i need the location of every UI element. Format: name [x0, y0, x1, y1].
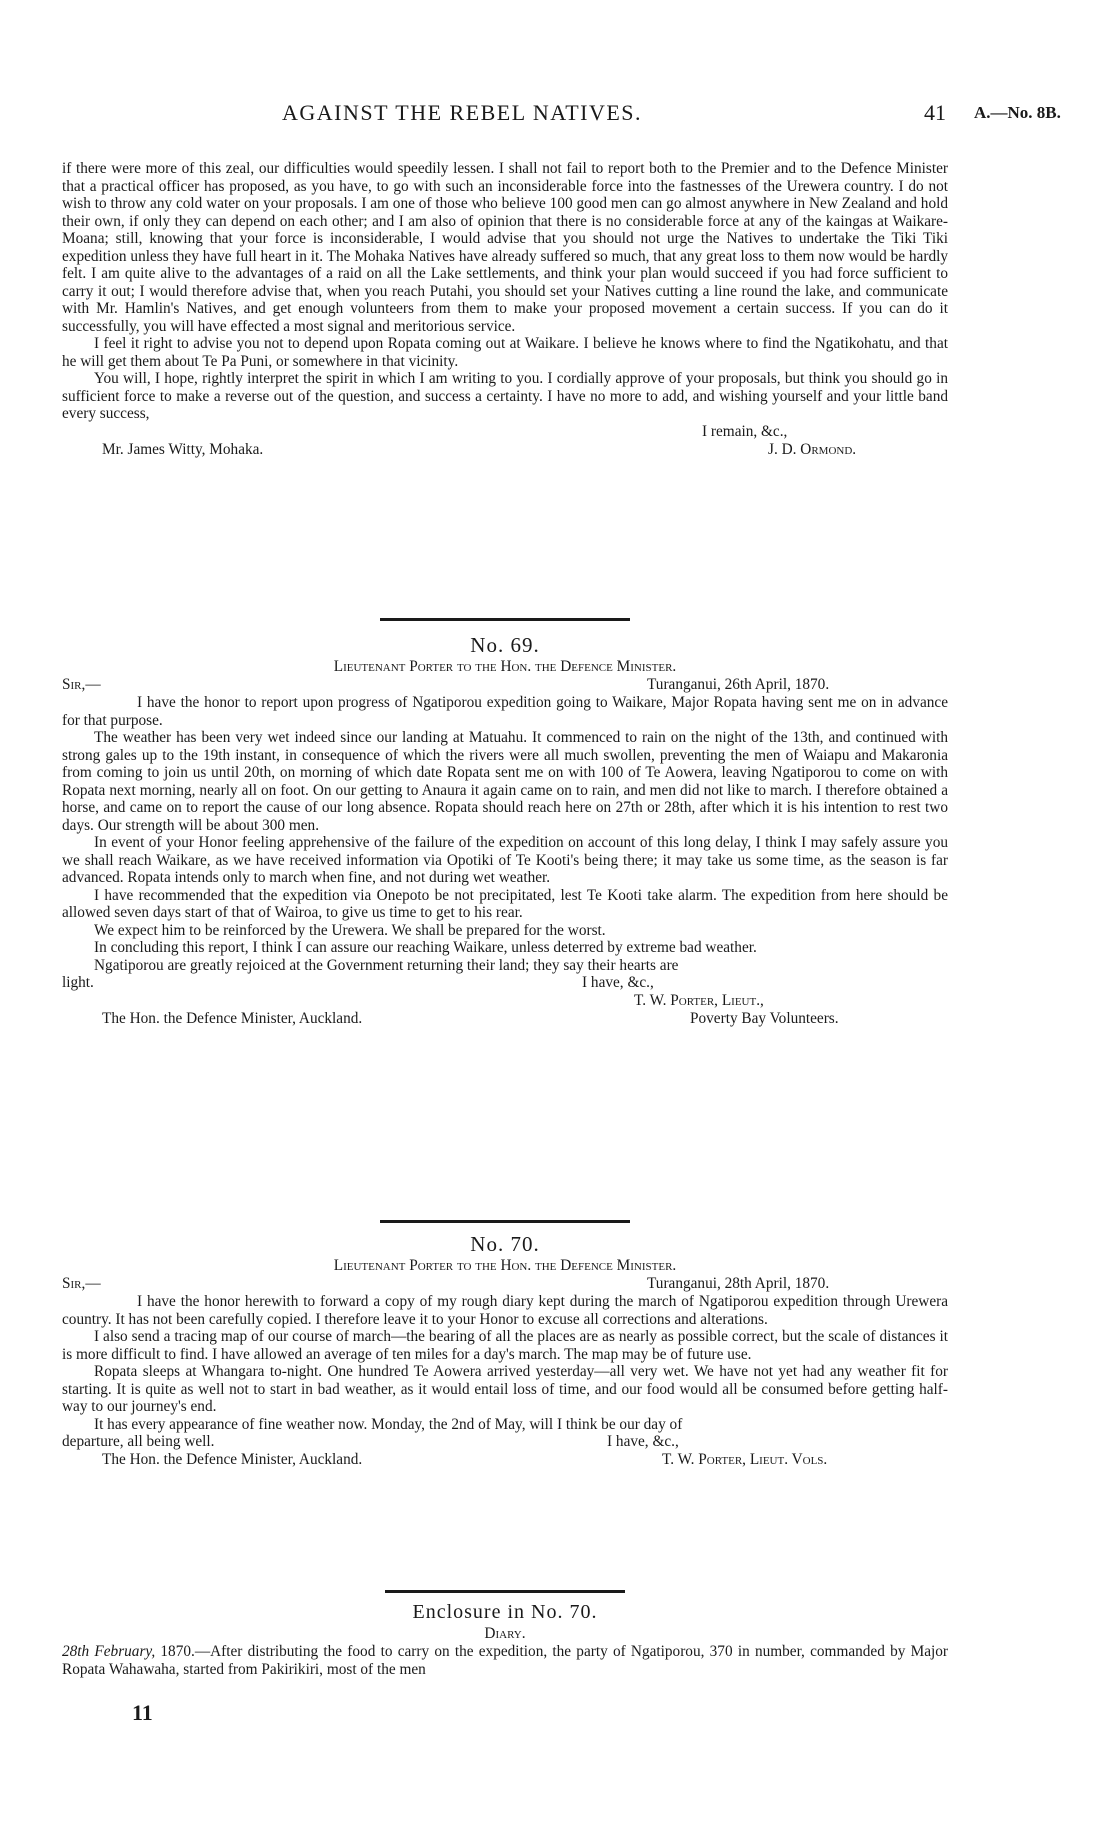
- letter-70: [62, 1220, 948, 1469]
- running-title: AGAINST THE REBEL NATIVES.: [282, 100, 643, 125]
- addressee-row: [62, 1451, 948, 1469]
- paragraph: I have the honor herewith to forward a copy of my rough diary kept during the march of Ngatiporou expedition through Urewera country. It has not been carefully copied. I therefore leave it to your Honor to excuse all corrections and alterations.: [62, 1293, 948, 1328]
- signature: T. W. Porter, Lieut.,: [634, 992, 764, 1009]
- letter-number: No. 69.: [470, 633, 540, 657]
- unit: Poverty Bay Volunteers.: [690, 1010, 839, 1027]
- paragraph: Ngatiporou are greatly rejoiced at the Government returning their land; they say their hearts are: [94, 956, 679, 974]
- paragraph-end: light.: [62, 974, 94, 991]
- paragraph: I have recommended that the expedition via Onepoto be not precipitated, lest Te Kooti take alarm. The expedition from here should be allowed seven days start of that of Wairoa, to give us time to get to his rear.: [62, 886, 948, 921]
- paragraph: I have the honor to report upon progress of Ngatiporou expedition going to Waikare, Major Ropata having sent me on in advance for that purpose.: [62, 694, 948, 729]
- closing-row: [62, 423, 948, 441]
- place-date: Turanganui, 26th April, 1870.: [647, 676, 830, 693]
- signature-mark: 11: [132, 1700, 153, 1725]
- place-date: Turanganui, 28th April, 1870.: [647, 1275, 830, 1292]
- paragraph: We expect him to be reinforced by the Urewera. We shall be prepared for the worst.: [94, 921, 606, 939]
- enclosure-subtitle: Diary.: [484, 1625, 526, 1642]
- section-divider: [380, 1220, 630, 1223]
- paragraph: You will, I hope, rightly interpret the spirit in which I am writing to you. I cordially approve of your proposals, but think you should go in sufficient force to make a reverse out of the question, and success a certainty. I have no more to add, and wishing yourself and your little band every success,: [62, 370, 948, 422]
- paragraph: Ropata sleeps at Whangara to-night. One hundred Te Aowera arrived yesterday—all very wet. We have not yet had any weather fit for starting. It is quite as well not to start in bad weather, as it would entail loss of time, and our food would all be consumed before getting half-way to our journey's end.: [62, 1363, 948, 1415]
- signature: T. W. Porter, Lieut. Vols.: [662, 1451, 828, 1468]
- addressee-row: [62, 1010, 948, 1028]
- paragraph: I feel it right to advise you not to depend upon Ropata coming out at Waikare. I believe he knows where to find the Ngatikohatu, and that he will get them about Te Pa Puni, or somewhere in that vicinity.: [62, 335, 948, 370]
- salutation-row: [62, 676, 948, 694]
- paragraph-end: departure, all being well.: [62, 1433, 215, 1450]
- closing: I remain, &c.,: [702, 422, 788, 440]
- diary-text: 1870.—After distributing the food to carry on the expedition, the party of Ngatiporou, 370 in number, commanded by Major Ropata Wahawaha, started from Pakirikiri, most of the men: [62, 1643, 948, 1678]
- document-reference: A.—No. 8B.: [974, 103, 1061, 122]
- closing-row: [62, 1433, 948, 1451]
- section-divider: [380, 618, 630, 621]
- paragraph: The weather has been very wet indeed since our landing at Matuahu. It commenced to rain on the night of the 13th, and continued with strong gales up to the 19th instant, in consequence of which the rivers were all much swollen, preventing the men of Waiapu and Makaronia from coming to join us until 20th, on morning of which date Ropata sent me on with 100 of Te Aowera, leaving Ngatiporou to come on with Ropata next morning, nearly all on foot. On our getting to Anaura it again came on to rain, and men did not like to march. I therefore obtained a horse, and came on to report the cause of our long absence. Ropata should reach here on 27th or 28th, after which it is his intention to rest two days. Our strength will be about 300 men.: [62, 729, 948, 834]
- closing: I have, &c.,: [582, 974, 654, 991]
- page-header: [62, 100, 1062, 128]
- section-divider: [385, 1590, 625, 1593]
- letter-number: No. 70.: [470, 1232, 540, 1256]
- salutation-row: [62, 1275, 948, 1293]
- closing-row: [62, 974, 948, 992]
- paragraph: if there were more of this zeal, our difficulties would speedily lessen. I shall not fail to report both to the Premier and to the Defence Minister that a practical officer has proposed, as you have, to go with such an inconsiderable force into the fastnesses of the Urewera country. I do not wish to throw any cold water on your proposals. I am one of those who believe 100 good men can go almost anywhere in New Zealand and hold their own, if only they can depend on each other; and I am also of opinion that there is no considerable force at any of the kaingas at Waikare-Moana; still, knowing that your force is inconsiderable, I would advise that you should not urge the Natives to undertake the Tiki Tiki expedition unless they have full heart in it. The Mohaka Natives have already suffered so much, that any great loss to them now would be hardly felt. I am quite alive to the advantages of a raid on all the Lake settlements, and think your plan would succeed if you had force sufficient to carry it out; I would therefore advise that, when you reach Putahi, you should set your Natives cutting a line round the lake, and communicate with Mr. Hamlin's Natives, and get enough volunteers from them to make your proposed movement a certain success. If you can do it successfully, you will have effected a most signal and meritorious service.: [62, 160, 948, 335]
- paragraph: In event of your Honor feeling apprehensive of the failure of the expedition on account of this long delay, I think I may safely assure you we shall reach Waikare, as we have received information via Opotiki of Te Kooti's being there; it may take us some time, as the season is far advanced. Ropata intends only to march when fine, and not during wet weather.: [62, 834, 948, 886]
- salutation: Sir,—: [62, 676, 101, 693]
- addressee: The Hon. the Defence Minister, Auckland.: [102, 1010, 363, 1027]
- enclosure: [62, 1590, 948, 1678]
- diary-entry: [62, 1643, 948, 1678]
- letter-69: [62, 618, 948, 1028]
- signature-row: [62, 441, 948, 459]
- signature: J. D. Ormond.: [768, 440, 857, 458]
- page-number: 41: [924, 100, 946, 125]
- signature-row: [62, 992, 948, 1010]
- diary-date: 28th February,: [62, 1643, 156, 1660]
- paragraph: In concluding this report, I think I can assure our reaching Waikare, unless deterred by extreme bad weather.: [94, 939, 757, 956]
- letter-continuation: [62, 160, 948, 459]
- addressee: Mr. James Witty, Mohaka.: [102, 440, 264, 458]
- enclosure-title: Enclosure in No. 70.: [412, 1601, 598, 1623]
- closing: I have, &c.,: [607, 1433, 679, 1450]
- salutation: Sir,—: [62, 1275, 101, 1292]
- letter-subtitle: Lieutenant Porter to the Hon. the Defence Minister.: [333, 1257, 677, 1274]
- paragraph: It has every appearance of fine weather now. Monday, the 2nd of May, will I think be our day of: [94, 1415, 683, 1433]
- letter-subtitle: Lieutenant Porter to the Hon. the Defence Minister.: [333, 658, 677, 675]
- addressee: The Hon. the Defence Minister, Auckland.: [102, 1451, 363, 1468]
- paragraph: I also send a tracing map of our course of march—the bearing of all the places are as nearly as possible correct, but the scale of distances it is more difficult to find. I have allowed an average of ten miles for a day's march. The map may be of future use.: [62, 1328, 948, 1363]
